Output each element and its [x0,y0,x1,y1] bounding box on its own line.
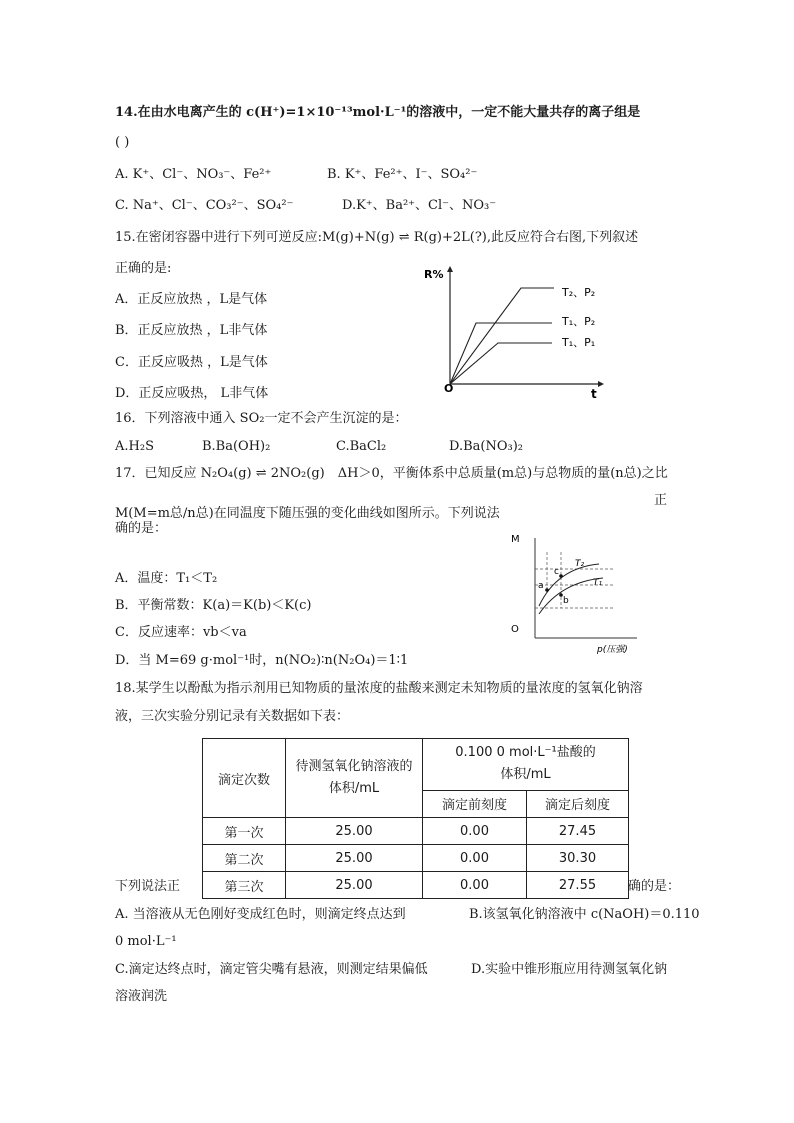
q18-option-b: B.该氢氧化钠溶液中 c(NaOH)＝0.110 [469,907,700,922]
point-label-a: a [538,581,544,591]
q17-option-b: B．平衡常数：K(a)＝K(b)＜K(c) [115,598,312,613]
q17-stem: 17．已知反应 N₂O₄(g) ⇌ 2NO₂(g) ΔH＞0，平衡体系中总质量(m总)与总物质的量(n总)之比 [115,466,668,481]
q14-option-b: B. K⁺、Fe²⁺、I⁻、SO₄²⁻ [327,167,478,182]
table-cell: 0.00 [423,818,527,845]
q17-option-c: C．反应速率：vb＜va [115,625,247,640]
header-trial: 滴定次数 [203,739,286,818]
y-axis-arrow [447,266,453,272]
q18-option-b-cont: 0 mol·L⁻¹ [115,934,177,949]
table-cell: 0.00 [423,845,527,872]
table-cell: 第一次 [203,818,286,845]
table-row [203,872,629,899]
curve-label-t1: T₁ [593,578,603,588]
q15-option-b: B．正反应放热 ，L非气体 [115,323,268,338]
table-cell: 25.00 [286,845,423,872]
q14-option-c: C. Na⁺、Cl⁻、CO₃²⁻、SO₄²⁻ [115,198,294,213]
header-initial-reading: 滴定前刻度 [423,790,527,817]
header-hcl-volume: 0.100 0 mol·L⁻¹盐酸的体积/mL [423,739,629,791]
curve-t2-p2 [450,288,554,384]
table-cell: 25.00 [286,818,423,845]
y-axis-label: R% [424,268,444,281]
q17-stem-2: M(M=m总/n总)在同温度下随压强的变化曲线如图所示。下列说法 [115,506,500,521]
header-final-reading: 滴定后刻度 [527,790,629,817]
curve-label-t1-p1: T₁、P₁ [562,336,596,349]
q18-option-a: A. 当溶液从无色刚好变成红色时，则滴定终点达到 [115,907,406,922]
q16-stem: 16．下列溶液中通入 SO₂一定不会产生沉淀的是： [115,411,408,426]
q18-stem-2: 液，三次实验分别记录有关数据如下表： [115,709,350,724]
y-axis-label: M [511,534,520,545]
table-cell: 27.55 [527,872,629,899]
q15-option-c: C．正反应吸热 ，L是气体 [115,355,268,370]
q18-before-table: 下列说法正 [115,879,181,894]
q15-figure [418,262,608,402]
curve-label-t2: T₂ [575,559,585,569]
q16-option-a: A.H₂S [115,439,154,454]
x-axis-label: p(压强) [597,645,628,655]
q18-after-table: 确的是： [628,879,681,894]
q14-option-d: D.K⁺、Ba²⁺、Cl⁻、NO₃⁻ [342,198,497,213]
q18-stem: 18.某学生以酚酞为指示剂用已知物质的量浓度的盐酸来测定未知物质的量浓度的氢氧化钠溶 [115,681,643,696]
q16-option-d: D.Ba(NO₃)₂ [449,439,523,454]
origin-label: O [444,382,454,395]
q18-option-d-cont: 溶液润洗 [115,989,168,1004]
q14-option-a: A. K⁺、Cl⁻、NO₃⁻、Fe²⁺ [115,167,272,182]
q17-stem-3: 确的是： [115,521,168,536]
curve-label-t1-p2: T₁、P₂ [562,315,596,328]
table-cell: 第三次 [203,872,286,899]
table-cell: 第二次 [203,845,286,872]
q15-option-d: D．正反应吸热， L非气体 [115,386,269,401]
q15-stem-2: 正确的是: [115,261,172,276]
curve-t1-p2 [450,323,552,384]
q14-answer-paren: ( ) [115,135,130,150]
table-cell: 30.30 [527,845,629,872]
table-cell: 27.45 [527,818,629,845]
q17-option-a: A．温度：T₁＜T₂ [115,571,218,586]
q16-option-c: C.BaCl₂ [336,439,387,454]
q17-figure [505,528,645,656]
curve-label-t2-p2: T₂、P₂ [562,286,596,299]
point-c [559,574,563,578]
origin-label: O [511,624,519,635]
point-label-b: b [563,596,569,606]
x-axis-label: t [591,387,597,401]
q15-stem: 15.在密闭容器中进行下列可逆反应:M(g)+N(g) ⇌ R(g)+2L(?),此反应符合右图,下列叙述 [115,230,639,245]
q17-option-d: D．当 M=69 g·mol⁻¹时，n(NO₂)∶n(N₂O₄)＝1∶1 [115,653,409,668]
titration-table [202,738,629,899]
x-axis-arrow [598,381,604,387]
q18-option-c: C.滴定达终点时，滴定管尖嘴有悬液，则测定结果偏低 [115,962,428,977]
q14-stem: 14.在由水电离产生的 c(H⁺)=1×10⁻¹³mol·L⁻¹的溶液中，一定不能大量共存的离子组是 [115,105,641,120]
table-row [203,845,629,872]
table-cell: 25.00 [286,872,423,899]
q16-option-b: B.Ba(OH)₂ [202,439,271,454]
q15-option-a: A．正反应放热 ，L是气体 [115,292,268,307]
q17-stem-2-tail: 正 [654,493,668,508]
header-naoh-volume: 待测氢氧化钠溶液的体积/mL [286,739,423,818]
q18-option-d: D.实验中锥形瓶应用待测氢氧化钠 [471,962,668,977]
table-cell: 0.00 [423,872,527,899]
point-a [545,588,549,592]
table-row [203,818,629,845]
point-label-c: c [554,567,559,577]
